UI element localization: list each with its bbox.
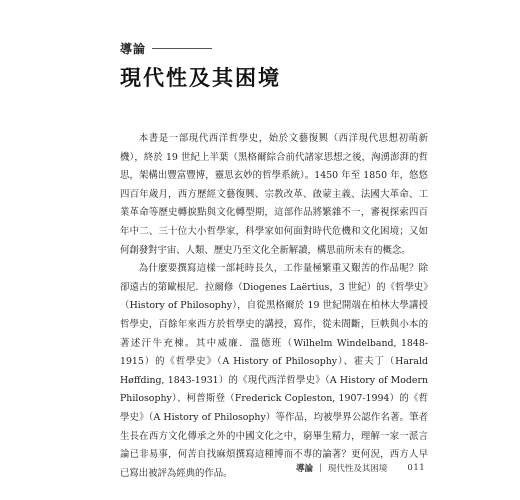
running-footer <box>296 462 425 474</box>
chapter-header <box>120 40 212 57</box>
footer-section: 現代性及其困境 <box>327 464 388 474</box>
chapter-title: 現代性及其困境 <box>120 66 281 90</box>
page-number: 011 <box>407 463 426 473</box>
paragraph: 本書是一部現代西洋哲學史，始於文藝復興（西洋現代思想初萌新機），終於 19 世紀上半葉（黑格爾綜合前代諸家思想之後，洶湧澎湃的哲思，架構出豐富豐博，靈思玄妙的哲學系統）。1450 年至 1850 年，悠悠四百年歲月，西方歷經文藝復興、宗教改革、啟蒙主義、法國大革命、工業革命等歷史轉捩點與文化轉型期，這部作品將繁雜不一，審視探索四百年中二、三十位大小哲學家，科學家如何面對時代危機和文化困境；又如何創發對宇宙、人類、歷史乃至文化全新解讀，構思前所未有的概念。 <box>120 133 428 256</box>
eyebrow-rule <box>152 48 212 49</box>
paragraph: 為什麼要撰寫這樣一部耗時長久，工作量極繁重又艱苦的作品呢？除卻遠古的第歐根尼．拉爾修（Diogenes Laërtius，3 世紀）的《哲學史》（History of Philosophy），自從黑格爾於 19 世紀開端在柏林大學講授哲學史，百餘年來西方於哲學史的講授，寫作，從未間斷，巨帙與小本的著述汗牛充棟。其中威廉．溫德班（Wilhelm Windelband, 1848-1915）的《哲學史》（A History of Philosophy）、霍夫丁（Harald Høffding, 1843-1931）的《現代西洋哲學史》（A History of Modern Philosophy）、柯普斯登（Frederick Copleston, 1907-1994）的《哲學史》（A History of Philosophy）等作品，均被學界公認作名著。筆者生長在西方文化傳承之外的中國文化之中，窮畢生精力，理解一家一派言論已非易事，何苦自找麻煩撰寫這種博而不專的論著？更何況，西方人早已寫出被評為經典的作品。 <box>120 263 428 479</box>
chapter-eyebrow: 導論 <box>120 42 147 56</box>
body-text <box>120 130 428 483</box>
footer-chapter: 導論 <box>296 464 314 474</box>
footer-separator: | <box>319 463 322 473</box>
